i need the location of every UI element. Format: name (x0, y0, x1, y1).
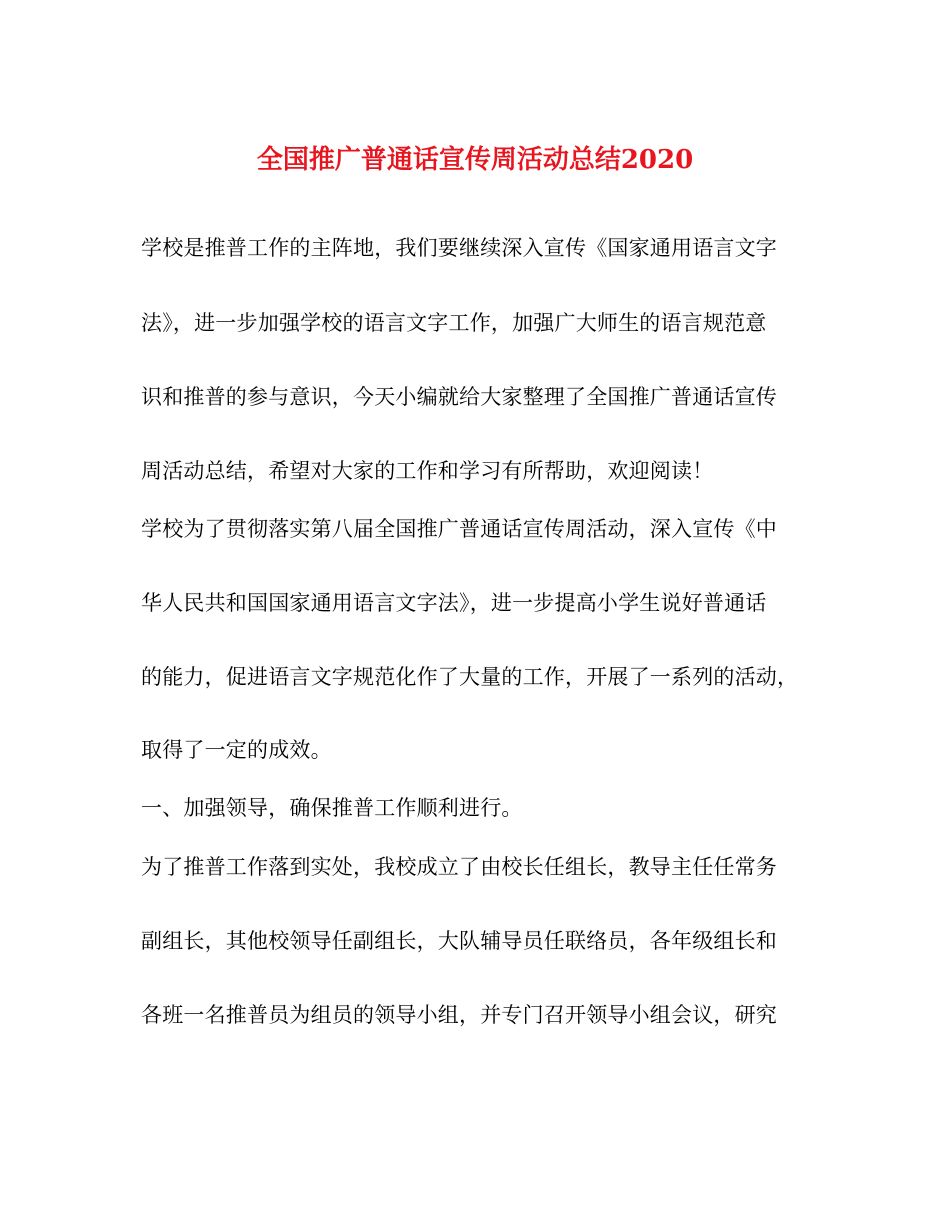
body-line-10: 副组长，其他校领导任副组长，大队辅导员任联络员，各年级组长和 (141, 929, 777, 953)
body-line-2: 法》，进一步加强学校的语言文字工作，加强广大师生的语言规范意 (141, 311, 767, 335)
body-line-6: 华人民共和国国家通用语言文字法》，进一步提高小学生说好普通话 (141, 591, 767, 615)
body-line-5: 学校为了贯彻落实第八届全国推广普通话宣传周活动，深入宣传《中 (141, 517, 777, 541)
section-heading: 一、加强领导，确保推普工作顺利进行。 (141, 796, 523, 820)
body-line-8: 取得了一定的成效。 (141, 738, 332, 762)
body-line-7: 的能力，促进语言文字规范化作了大量的工作，开展了一系列的活动， (141, 665, 799, 689)
body-line-4: 周活动总结，希望对大家的工作和学习有所帮助，欢迎阅读！ (141, 459, 714, 483)
body-line-1: 学校是推普工作的主阵地，我们要继续深入宣传《国家通用语言文字 (141, 236, 777, 260)
body-line-11: 各班一名推普员为组员的领导小组，并专门召开领导小组会议，研究 (141, 1003, 777, 1027)
document-title: 全国推广普通话宣传周活动总结2020 (256, 145, 694, 175)
body-line-9: 为了推普工作落到实处，我校成立了由校长任组长，教导主任任常务 (141, 855, 777, 879)
body-line-3: 识和推普的参与意识，今天小编就给大家整理了全国推广普通话宣传 (141, 385, 777, 409)
